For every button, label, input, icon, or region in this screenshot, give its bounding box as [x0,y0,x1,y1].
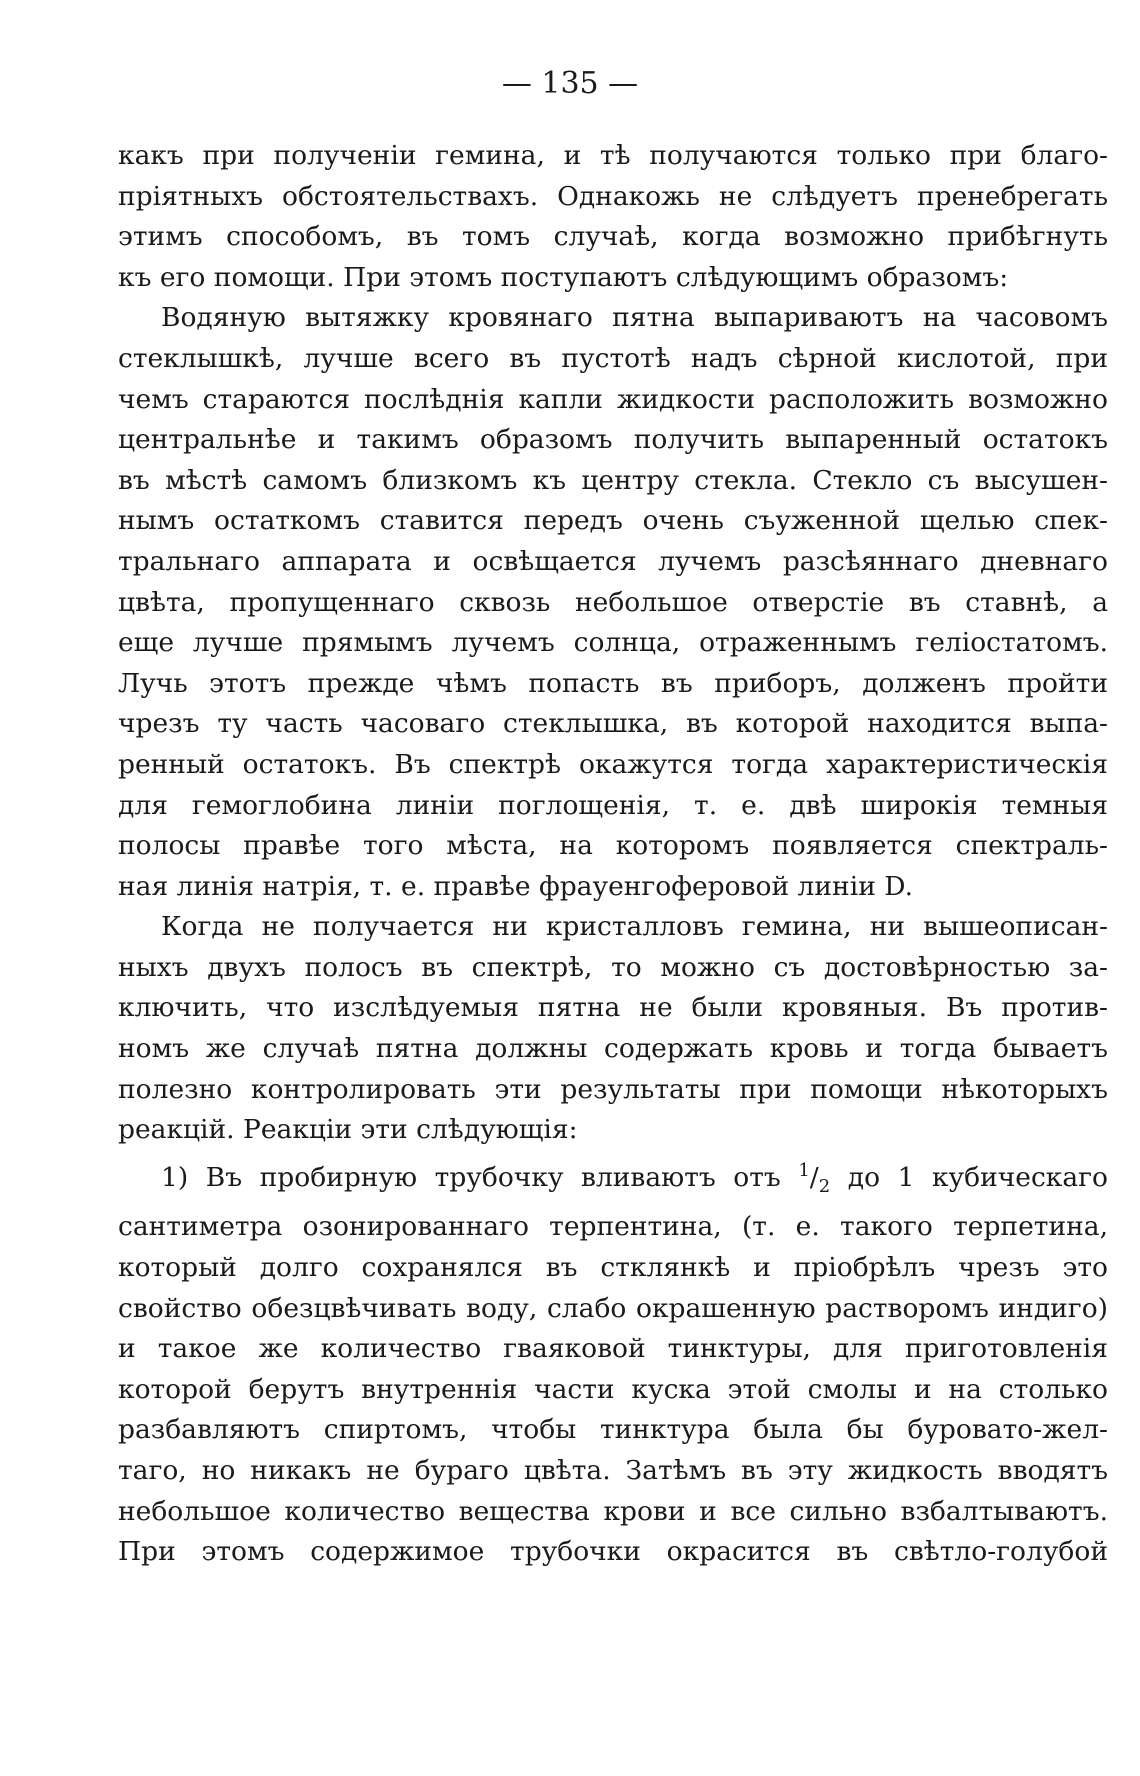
text-line: въ мѣстѣ самомъ близкомъ къ центру стекла. Стекло съ высушен- [118,464,1108,496]
text-line: и такое же количество гваяковой тинктуры, для приготовленія [118,1333,1108,1365]
text-line: цвѣта, пропущеннаго сквозь небольшое отверстіе въ ставнѣ, а [118,586,1108,618]
text-line: для гемоглобина линіи поглощенія, т. е. двѣ широкія темныя [118,789,1108,821]
text-line: Лучь этотъ прежде чѣмъ попасть въ приборъ, долженъ пройти [118,667,1108,699]
text-line: который долго сохранялся въ стклянкѣ и пріобрѣлъ чрезъ это [118,1252,1108,1284]
text-line: таго, но никакъ не бураго цвѣта. Затѣмъ въ эту жидкость вводятъ [118,1455,1108,1486]
text-line: полезно контролировать эти результаты при помощи нѣкоторыхъ [118,1073,1108,1105]
text-line: полосы правѣе того мѣста, на которомъ появляется спектраль- [118,830,1108,862]
text-line: ренный остатокъ. Въ спектрѣ окажутся тогда характеристическія [118,748,1108,780]
text-line: ключить, что изслѣдуемыя пятна не были кровяныя. Въ против- [118,992,1108,1024]
page-number: — 135 — [501,66,639,101]
text-line: пріятныхъ обстоятельствахъ. Однакожь не слѣдуетъ пренебрегать [118,180,1108,212]
text-line: чрезъ ту часть часоваго стеклышка, въ которой находится выпа- [118,708,1108,740]
fraction-denominator: 2 [818,1175,831,1197]
text-line: ная линія натрія, т. е. правѣе фрауенгоферовой линіи D. [118,870,913,902]
text-line: еще лучше прямымъ лучемъ солнца, отраженнымъ геліостатомъ. [118,627,1108,659]
text-line: къ его помощи. При этомъ поступаютъ слѣдующимъ образомъ: [118,261,1009,293]
paragraph-intro-continuation [118,136,1108,298]
text-line-with-fraction [118,1151,1108,1208]
text-line: центральнѣе и такимъ образомъ получить выпаренный остатокъ [118,424,1108,456]
fraction-numerator: 1 [798,1159,810,1181]
text-line: Когда не получается ни кристалловъ гемина, ни вышеописан- [161,911,1108,943]
paragraph-spectral-method [118,298,1108,907]
text-line: этимъ способомъ, въ томъ случаѣ, когда возможно прибѣгнуть [118,221,1108,253]
text-line: какъ при полученіи гемина, и тѣ получаются только при благо- [118,140,1108,171]
text-line: свойство обезцвѣчивать воду, слабо окрашенную растворомъ индиго) [118,1292,1108,1324]
text-line: разбавляютъ спиртомъ, чтобы тинктура была бы буровато-жел- [118,1414,1108,1446]
text-line: Водяную вытяжку кровянаго пятна выпариваютъ на часовомъ [161,302,1108,334]
text-fragment: 1) Въ пробирную трубочку вливаютъ отъ [161,1161,781,1193]
text-line: которой берутъ внутреннія части куска этой смолы и на столько [118,1373,1108,1405]
paragraph-negative-result [118,907,1108,1151]
text-line: стеклышкѣ, лучше всего въ пустотѣ надъ сѣрной кислотой, при [118,342,1108,374]
text-line: номъ же случаѣ пятна должны содержать кровь и тогда бываетъ [118,1033,1108,1065]
text-line: При этомъ содержимое трубочки окрасится въ свѣтло-голубой [118,1536,1108,1568]
text-line: сантиметра озонированнаго терпентина, (т. е. такого терпетина, [118,1211,1108,1243]
paragraph-reaction-1 [118,1151,1108,1573]
text-line: нымъ остаткомъ ставится передъ очень съуженной щелью спек- [118,505,1108,537]
text-line: тральнаго аппарата и освѣщается лучемъ разсѣяннаго дневнаго [118,545,1108,577]
text-line: ныхъ двухъ полосъ въ спектрѣ, то можно съ достовѣрностью за- [118,951,1108,983]
fraction-one-half [798,1159,831,1197]
text-fragment: до 1 кубическаго [847,1161,1108,1193]
text-line: чемъ стараются послѣднія капли жидкости расположить возможно [118,383,1108,415]
text-line: реакцій. Реакціи эти слѣдующія: [118,1114,578,1146]
fraction-slash: / [809,1161,819,1193]
text-line: небольшое количество вещества крови и все сильно взбалтываютъ. [118,1495,1108,1527]
body-text [118,136,1108,1573]
